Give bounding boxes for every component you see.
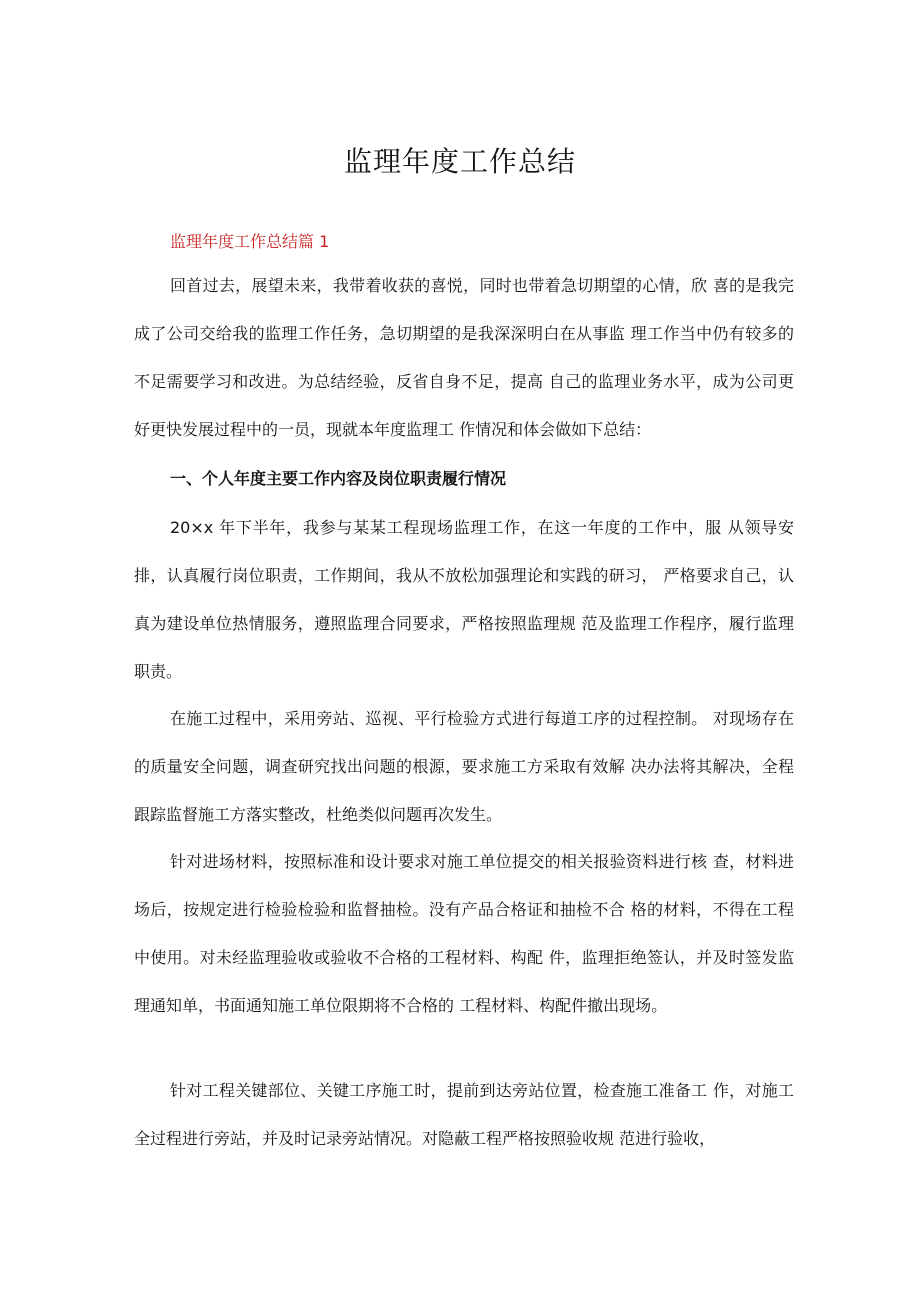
paragraph-key-parts: 针对工程关键部位、关键工序施工时，提前到达旁站位置，检查施工准备工 作，对施工全过程进行旁站，并及时记录旁站情况。对隐蔽工程严格按照验收规 范进行验收， bbox=[134, 1081, 794, 1148]
paragraph-intro: 回首过去，展望未来，我带着收获的喜悦，同时也带着急切期望的心情，欣 喜的是我完成了公司交给我的监理工作任务，急切期望的是我深深明白在从事监 理工作当中仍有较多的不足需要学习和改进。为总结经验，反省自身不足，提高 自己的监理业务水平，成为公司更好更快发展过程中的一员，现就本年度监理工 作情况和体会做如下总结： bbox=[134, 276, 794, 439]
document-title: 监理年度工作总结 bbox=[343, 145, 576, 178]
paragraph-duties: 20×x 年下半年，我参与某某工程现场监理工作，在这一年度的工作中，服 从领导安排，认真履行岗位职责，工作期间，我从不放松加强理论和实践的研习， 严格要求自己，认真为建设单位热情服务，遵照监理合同要求，严格按照监理规 范及监理工作程序，履行监理职责。 bbox=[134, 518, 794, 681]
paragraph-materials: 针对进场材料，按照标准和设计要求对施工单位提交的相关报验资料进行核 查，材料进场后，按规定进行检验检验和监督抽检。没有产品合格证和抽检不合 格的材料，不得在工程中使用。对未经监理验收或验收不合格的工程材料、构配 件，监理拒绝签认，并及时签发监理通知单，书面通知施工单位限期将不合格的 工程材料、构配件撤出现场。 bbox=[134, 852, 794, 1015]
paragraph-process-control: 在施工过程中，采用旁站、巡视、平行检验方式进行每道工序的过程控制。 对现场存在的质量安全问题，调查研究找出问题的根源，要求施工方采取有效解 决办法将其解决，全程跟踪监督施工方落实整改，杜绝类似问题再次发生。 bbox=[134, 709, 794, 824]
section-heading: 一、个人年度主要工作内容及岗位职责履行情况 bbox=[170, 469, 507, 488]
section-subtitle: 监理年度工作总结篇 1 bbox=[170, 232, 330, 251]
